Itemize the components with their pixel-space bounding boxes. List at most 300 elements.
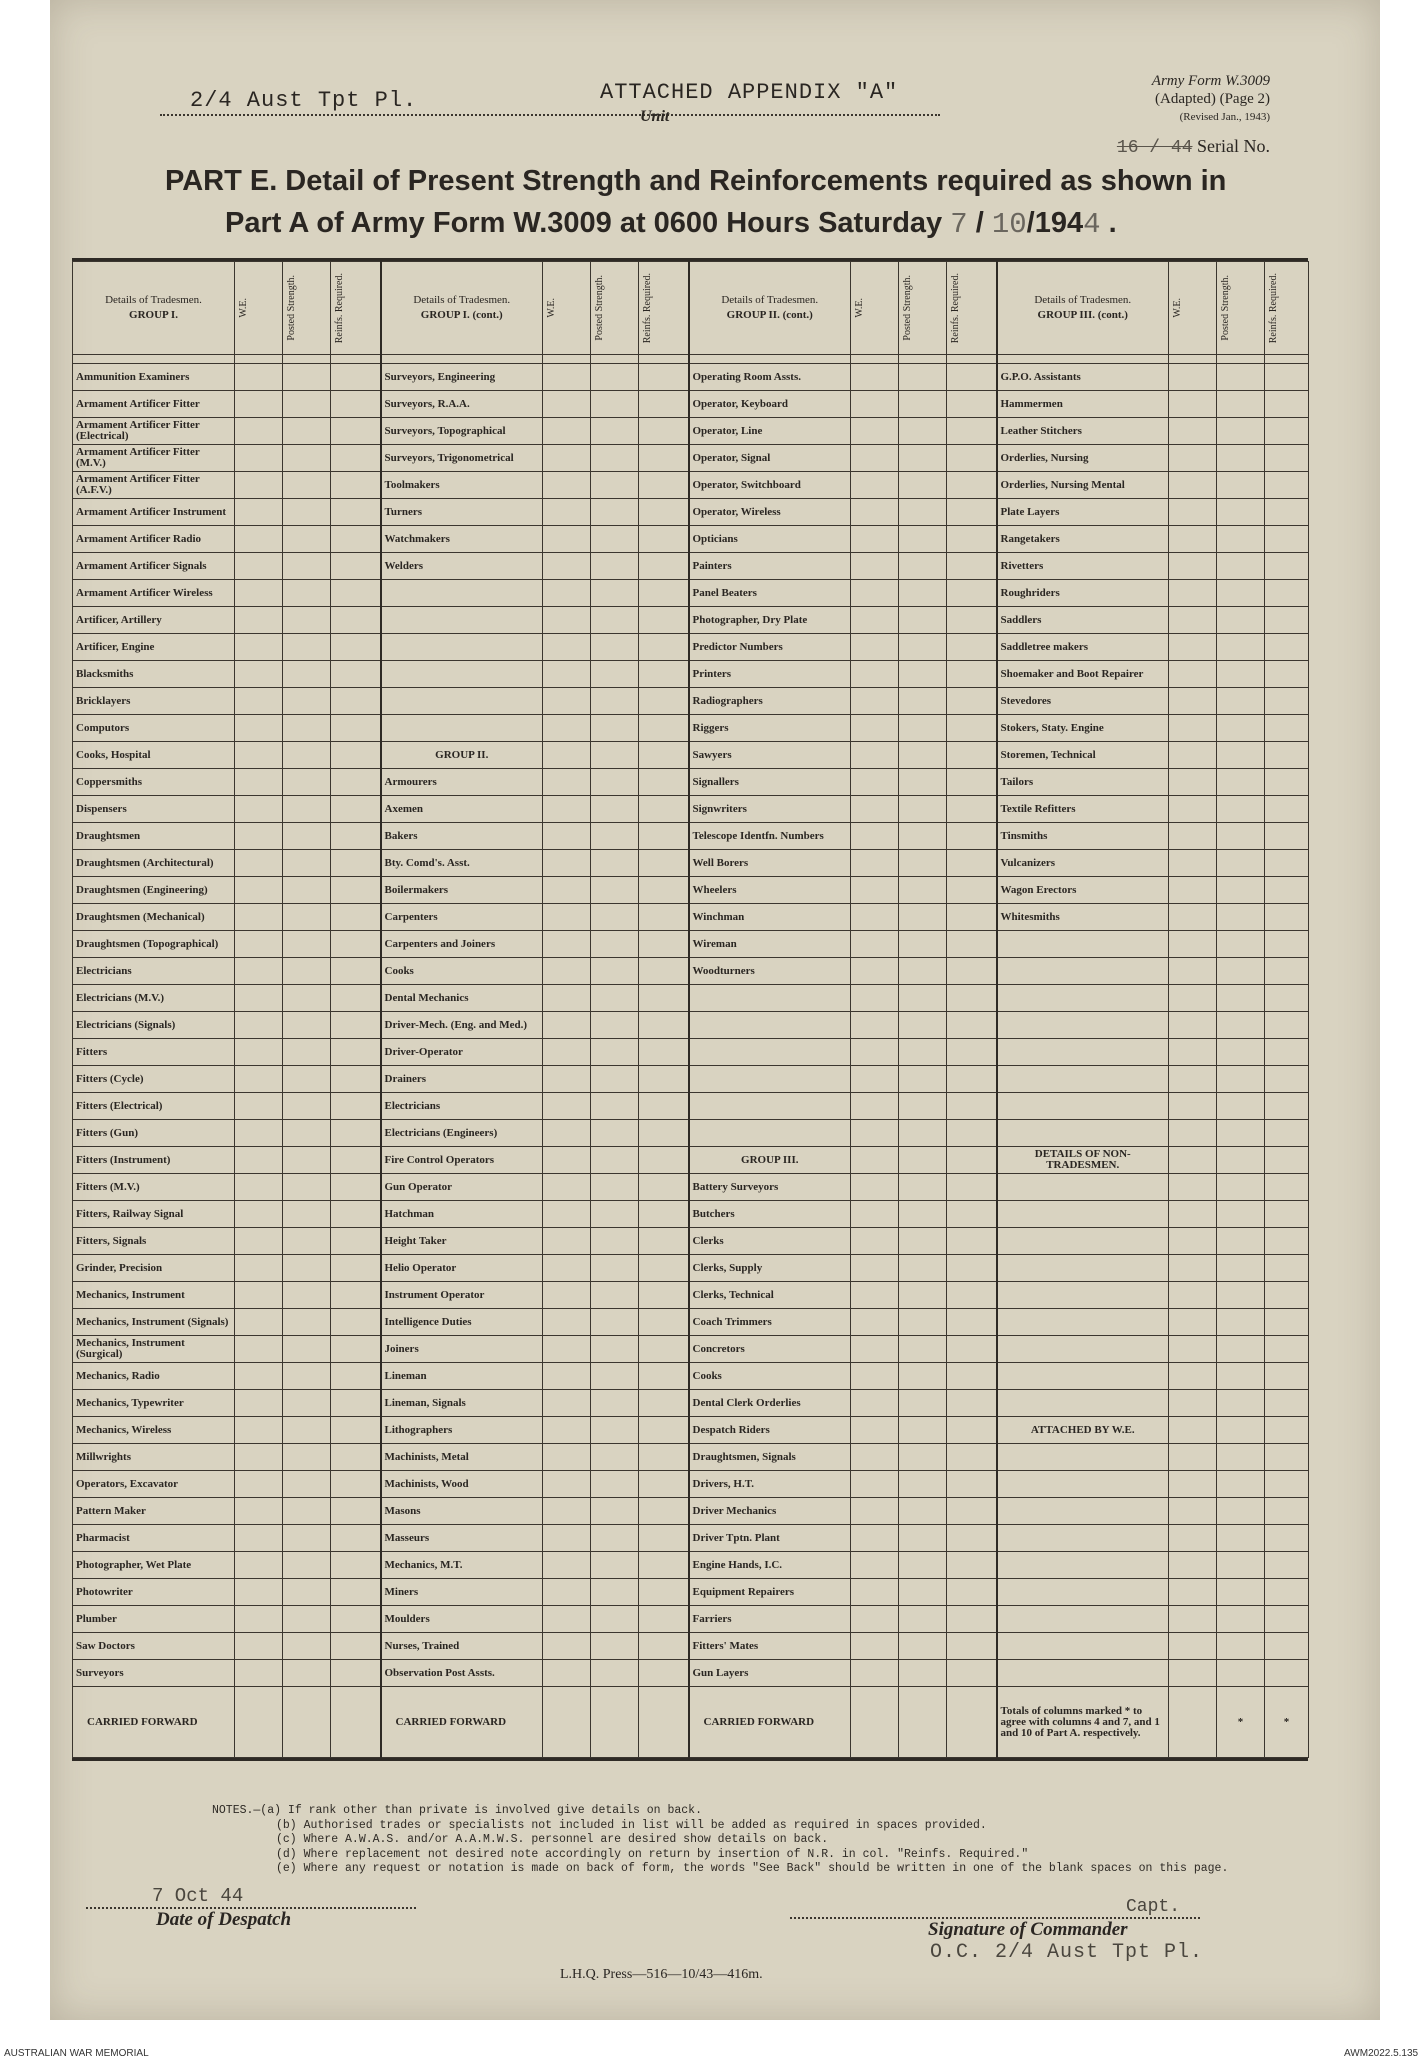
entry-cell[interactable] — [283, 1471, 331, 1498]
entry-cell[interactable] — [1169, 472, 1217, 499]
entry-cell[interactable] — [235, 499, 283, 526]
entry-cell[interactable] — [1265, 1201, 1309, 1228]
entry-cell[interactable] — [543, 391, 591, 418]
entry-cell[interactable] — [639, 1390, 689, 1417]
entry-cell[interactable] — [1169, 769, 1217, 796]
entry-cell[interactable] — [283, 1687, 331, 1758]
entry-cell[interactable] — [543, 1039, 591, 1066]
entry-cell[interactable] — [851, 1309, 899, 1336]
entry-cell[interactable] — [1169, 688, 1217, 715]
entry-cell[interactable] — [283, 877, 331, 904]
entry-cell[interactable] — [639, 1444, 689, 1471]
entry-cell[interactable] — [1169, 1039, 1217, 1066]
entry-cell[interactable] — [851, 1066, 899, 1093]
entry-cell[interactable] — [851, 1201, 899, 1228]
entry-cell[interactable] — [851, 688, 899, 715]
entry-cell[interactable] — [947, 1012, 997, 1039]
entry-cell[interactable] — [591, 1012, 639, 1039]
entry-cell[interactable] — [331, 1336, 381, 1363]
entry-cell[interactable] — [1265, 472, 1309, 499]
entry-cell[interactable] — [283, 1660, 331, 1687]
entry-cell[interactable] — [235, 715, 283, 742]
entry-cell[interactable] — [283, 1093, 331, 1120]
entry-cell[interactable] — [331, 1606, 381, 1633]
entry-cell[interactable] — [543, 877, 591, 904]
entry-cell[interactable] — [1265, 607, 1309, 634]
entry-cell[interactable] — [639, 1120, 689, 1147]
entry-cell[interactable] — [331, 472, 381, 499]
entry-cell[interactable] — [947, 823, 997, 850]
entry-cell[interactable] — [639, 904, 689, 931]
entry-cell[interactable] — [947, 1525, 997, 1552]
entry-cell[interactable] — [947, 1606, 997, 1633]
entry-cell[interactable] — [899, 1444, 947, 1471]
entry-cell[interactable] — [283, 1417, 331, 1444]
entry-cell[interactable] — [331, 1012, 381, 1039]
entry-cell[interactable] — [1217, 877, 1265, 904]
entry-cell[interactable] — [543, 580, 591, 607]
entry-cell[interactable] — [591, 850, 639, 877]
entry-cell[interactable] — [543, 553, 591, 580]
entry-cell[interactable] — [851, 1606, 899, 1633]
entry-cell[interactable] — [639, 823, 689, 850]
entry-cell[interactable] — [1265, 1255, 1309, 1282]
entry-cell[interactable] — [543, 418, 591, 445]
entry-cell[interactable] — [851, 499, 899, 526]
entry-cell[interactable] — [947, 877, 997, 904]
entry-cell[interactable] — [1217, 1417, 1265, 1444]
entry-cell[interactable] — [899, 1417, 947, 1444]
entry-cell[interactable] — [543, 958, 591, 985]
entry-cell[interactable] — [899, 1336, 947, 1363]
entry-cell[interactable] — [1265, 1471, 1309, 1498]
entry-cell[interactable] — [283, 1120, 331, 1147]
entry-cell[interactable] — [947, 1282, 997, 1309]
entry-cell[interactable] — [591, 1579, 639, 1606]
entry-cell[interactable] — [331, 1390, 381, 1417]
entry-cell[interactable] — [899, 391, 947, 418]
entry-cell[interactable] — [947, 1174, 997, 1201]
entry-cell[interactable] — [899, 1147, 947, 1174]
entry-cell[interactable] — [899, 1498, 947, 1525]
entry-cell[interactable] — [639, 1066, 689, 1093]
entry-cell[interactable] — [947, 931, 997, 958]
entry-cell[interactable] — [1217, 1444, 1265, 1471]
entry-cell[interactable] — [851, 1174, 899, 1201]
entry-cell[interactable] — [1265, 418, 1309, 445]
entry-cell[interactable] — [639, 607, 689, 634]
entry-cell[interactable] — [639, 1282, 689, 1309]
entry-cell[interactable] — [639, 877, 689, 904]
entry-cell[interactable] — [543, 715, 591, 742]
entry-cell[interactable] — [331, 1174, 381, 1201]
entry-cell[interactable] — [1265, 1336, 1309, 1363]
entry-cell[interactable] — [851, 445, 899, 472]
entry-cell[interactable] — [1265, 877, 1309, 904]
entry-cell[interactable] — [851, 1363, 899, 1390]
entry-cell[interactable] — [1265, 526, 1309, 553]
entry-cell[interactable] — [591, 1147, 639, 1174]
entry-cell[interactable] — [1169, 1174, 1217, 1201]
entry-cell[interactable] — [1217, 445, 1265, 472]
entry-cell[interactable] — [639, 1687, 689, 1758]
entry-cell[interactable] — [639, 1606, 689, 1633]
entry-cell[interactable] — [947, 1363, 997, 1390]
entry-cell[interactable] — [591, 1606, 639, 1633]
entry-cell[interactable] — [851, 1687, 899, 1758]
entry-cell[interactable] — [235, 1336, 283, 1363]
entry-cell[interactable] — [1265, 823, 1309, 850]
entry-cell[interactable] — [591, 1093, 639, 1120]
entry-cell[interactable] — [235, 661, 283, 688]
entry-cell[interactable] — [1265, 1039, 1309, 1066]
entry-cell[interactable] — [1265, 1066, 1309, 1093]
entry-cell[interactable] — [1169, 1606, 1217, 1633]
entry-cell[interactable] — [1217, 1309, 1265, 1336]
entry-cell[interactable] — [851, 985, 899, 1012]
entry-cell[interactable] — [639, 1039, 689, 1066]
entry-cell[interactable] — [1169, 823, 1217, 850]
entry-cell[interactable] — [591, 553, 639, 580]
entry-cell[interactable] — [235, 742, 283, 769]
entry-cell[interactable] — [591, 958, 639, 985]
entry-cell[interactable] — [639, 1660, 689, 1687]
entry-cell[interactable] — [543, 1093, 591, 1120]
entry-cell[interactable] — [899, 877, 947, 904]
entry-cell[interactable] — [235, 1471, 283, 1498]
entry-cell[interactable] — [331, 580, 381, 607]
entry-cell[interactable] — [543, 1633, 591, 1660]
entry-cell[interactable] — [947, 1066, 997, 1093]
entry-cell[interactable] — [591, 1255, 639, 1282]
entry-cell[interactable] — [851, 391, 899, 418]
entry-cell[interactable] — [899, 1039, 947, 1066]
entry-cell[interactable] — [543, 796, 591, 823]
entry-cell[interactable] — [283, 1228, 331, 1255]
entry-cell[interactable] — [235, 1633, 283, 1660]
entry-cell[interactable] — [283, 715, 331, 742]
entry-cell[interactable] — [283, 1282, 331, 1309]
entry-cell[interactable] — [899, 1201, 947, 1228]
entry-cell[interactable] — [1217, 1282, 1265, 1309]
entry-cell[interactable] — [1217, 1525, 1265, 1552]
entry-cell[interactable] — [1265, 1579, 1309, 1606]
entry-cell[interactable] — [235, 526, 283, 553]
entry-cell[interactable] — [899, 1363, 947, 1390]
entry-cell[interactable] — [543, 472, 591, 499]
entry-cell[interactable] — [639, 1336, 689, 1363]
entry-cell[interactable] — [543, 1687, 591, 1758]
entry-cell[interactable] — [591, 364, 639, 391]
entry-cell[interactable] — [947, 1255, 997, 1282]
entry-cell[interactable] — [899, 958, 947, 985]
entry-cell[interactable] — [899, 553, 947, 580]
entry-cell[interactable] — [543, 1066, 591, 1093]
entry-cell[interactable] — [1265, 661, 1309, 688]
entry-cell[interactable] — [235, 1093, 283, 1120]
entry-cell[interactable] — [235, 445, 283, 472]
entry-cell[interactable] — [1265, 931, 1309, 958]
entry-cell[interactable] — [1217, 1606, 1265, 1633]
entry-cell[interactable] — [283, 445, 331, 472]
entry-cell[interactable] — [1169, 958, 1217, 985]
entry-cell[interactable] — [639, 958, 689, 985]
entry-cell[interactable] — [851, 1039, 899, 1066]
entry-cell[interactable] — [543, 607, 591, 634]
entry-cell[interactable] — [1217, 553, 1265, 580]
entry-cell[interactable] — [283, 526, 331, 553]
entry-cell[interactable] — [591, 1498, 639, 1525]
entry-cell[interactable] — [283, 1552, 331, 1579]
entry-cell[interactable] — [899, 688, 947, 715]
entry-cell[interactable] — [639, 553, 689, 580]
entry-cell[interactable] — [591, 742, 639, 769]
entry-cell[interactable] — [1217, 661, 1265, 688]
entry-cell[interactable] — [1169, 391, 1217, 418]
entry-cell[interactable] — [591, 472, 639, 499]
entry-cell[interactable] — [899, 1255, 947, 1282]
entry-cell[interactable] — [283, 688, 331, 715]
entry-cell[interactable] — [235, 472, 283, 499]
entry-cell[interactable] — [543, 688, 591, 715]
entry-cell[interactable] — [1265, 1633, 1309, 1660]
entry-cell[interactable] — [899, 418, 947, 445]
entry-cell[interactable] — [1169, 931, 1217, 958]
entry-cell[interactable] — [1265, 1552, 1309, 1579]
entry-cell[interactable] — [851, 1633, 899, 1660]
entry-cell[interactable] — [235, 796, 283, 823]
entry-cell[interactable] — [331, 688, 381, 715]
entry-cell[interactable] — [1169, 1660, 1217, 1687]
entry-cell[interactable] — [639, 526, 689, 553]
entry-cell[interactable] — [283, 661, 331, 688]
entry-cell[interactable] — [235, 688, 283, 715]
entry-cell[interactable] — [543, 1174, 591, 1201]
entry-cell[interactable] — [851, 634, 899, 661]
entry-cell[interactable] — [1265, 1660, 1309, 1687]
entry-cell[interactable] — [331, 1525, 381, 1552]
entry-cell[interactable] — [235, 931, 283, 958]
entry-cell[interactable] — [1265, 1363, 1309, 1390]
entry-cell[interactable] — [639, 1498, 689, 1525]
entry-cell[interactable] — [639, 580, 689, 607]
entry-cell[interactable] — [331, 769, 381, 796]
entry-cell[interactable] — [591, 1309, 639, 1336]
entry-cell[interactable] — [1169, 1687, 1217, 1758]
entry-cell[interactable] — [639, 1174, 689, 1201]
entry-cell[interactable] — [235, 1066, 283, 1093]
entry-cell[interactable] — [899, 904, 947, 931]
entry-cell[interactable] — [591, 580, 639, 607]
entry-cell[interactable] — [1169, 1120, 1217, 1147]
entry-cell[interactable] — [235, 850, 283, 877]
entry-cell[interactable] — [543, 1552, 591, 1579]
entry-cell[interactable] — [591, 634, 639, 661]
entry-cell[interactable] — [235, 769, 283, 796]
entry-cell[interactable] — [283, 1606, 331, 1633]
entry-cell[interactable] — [331, 526, 381, 553]
entry-cell[interactable] — [1217, 1147, 1265, 1174]
entry-cell[interactable] — [331, 1228, 381, 1255]
entry-cell[interactable] — [899, 1390, 947, 1417]
entry-cell[interactable] — [899, 1606, 947, 1633]
entry-cell[interactable] — [235, 1363, 283, 1390]
entry-cell[interactable] — [235, 1390, 283, 1417]
entry-cell[interactable] — [543, 1120, 591, 1147]
entry-cell[interactable] — [899, 796, 947, 823]
entry-cell[interactable] — [947, 1039, 997, 1066]
entry-cell[interactable] — [947, 1471, 997, 1498]
entry-cell[interactable] — [899, 661, 947, 688]
entry-cell[interactable] — [1169, 364, 1217, 391]
entry-cell[interactable] — [947, 661, 997, 688]
entry-cell[interactable] — [1217, 418, 1265, 445]
entry-cell[interactable] — [899, 1309, 947, 1336]
entry-cell[interactable] — [851, 526, 899, 553]
entry-cell[interactable] — [1169, 985, 1217, 1012]
entry-cell[interactable] — [851, 1336, 899, 1363]
entry-cell[interactable] — [899, 1579, 947, 1606]
entry-cell[interactable] — [543, 769, 591, 796]
entry-cell[interactable] — [283, 1309, 331, 1336]
entry-cell[interactable] — [283, 607, 331, 634]
entry-cell[interactable] — [235, 1282, 283, 1309]
entry-cell[interactable] — [851, 472, 899, 499]
entry-cell[interactable] — [235, 1201, 283, 1228]
entry-cell[interactable] — [1217, 1228, 1265, 1255]
entry-cell[interactable] — [331, 931, 381, 958]
entry-cell[interactable] — [947, 985, 997, 1012]
entry-cell[interactable] — [543, 1201, 591, 1228]
entry-cell[interactable] — [899, 823, 947, 850]
entry-cell[interactable] — [591, 1660, 639, 1687]
entry-cell[interactable] — [899, 1066, 947, 1093]
entry-cell[interactable] — [331, 1093, 381, 1120]
entry-cell[interactable] — [899, 1282, 947, 1309]
entry-cell[interactable] — [331, 1687, 381, 1758]
entry-cell[interactable] — [1265, 958, 1309, 985]
entry-cell[interactable] — [283, 472, 331, 499]
entry-cell[interactable] — [639, 634, 689, 661]
entry-cell[interactable] — [851, 877, 899, 904]
entry-cell[interactable] — [331, 1282, 381, 1309]
entry-cell[interactable] — [591, 1039, 639, 1066]
entry-cell[interactable] — [947, 1498, 997, 1525]
entry-cell[interactable] — [1169, 1201, 1217, 1228]
entry-cell[interactable] — [235, 1417, 283, 1444]
entry-cell[interactable] — [899, 472, 947, 499]
entry-cell[interactable] — [235, 1174, 283, 1201]
entry-cell[interactable] — [1217, 904, 1265, 931]
entry-cell[interactable] — [543, 1417, 591, 1444]
entry-cell[interactable] — [639, 1228, 689, 1255]
entry-cell[interactable] — [639, 1525, 689, 1552]
entry-cell[interactable] — [1169, 1579, 1217, 1606]
entry-cell[interactable] — [1169, 715, 1217, 742]
entry-cell[interactable] — [283, 553, 331, 580]
entry-cell[interactable] — [1169, 1228, 1217, 1255]
entry-cell[interactable] — [947, 391, 997, 418]
entry-cell[interactable] — [851, 1471, 899, 1498]
entry-cell[interactable] — [899, 445, 947, 472]
entry-cell[interactable] — [1169, 1066, 1217, 1093]
entry-cell[interactable] — [543, 904, 591, 931]
entry-cell[interactable] — [1265, 1498, 1309, 1525]
entry-cell[interactable] — [639, 1552, 689, 1579]
entry-cell[interactable] — [899, 1093, 947, 1120]
entry-cell[interactable] — [543, 1606, 591, 1633]
entry-cell[interactable] — [639, 418, 689, 445]
entry-cell[interactable] — [947, 1201, 997, 1228]
entry-cell[interactable] — [1169, 742, 1217, 769]
entry-cell[interactable] — [1169, 1012, 1217, 1039]
entry-cell[interactable] — [235, 823, 283, 850]
entry-cell[interactable] — [947, 1093, 997, 1120]
entry-cell[interactable] — [331, 742, 381, 769]
entry-cell[interactable] — [851, 958, 899, 985]
entry-cell[interactable] — [543, 1444, 591, 1471]
entry-cell[interactable] — [1217, 364, 1265, 391]
entry-cell[interactable] — [235, 1039, 283, 1066]
entry-cell[interactable] — [331, 1471, 381, 1498]
entry-cell[interactable] — [235, 1444, 283, 1471]
entry-cell[interactable] — [1265, 688, 1309, 715]
entry-cell[interactable] — [1217, 1660, 1265, 1687]
entry-cell[interactable] — [283, 1147, 331, 1174]
entry-cell[interactable] — [543, 742, 591, 769]
entry-cell[interactable] — [591, 1228, 639, 1255]
entry-cell[interactable] — [639, 1309, 689, 1336]
entry-cell[interactable] — [1265, 553, 1309, 580]
entry-cell[interactable] — [1265, 445, 1309, 472]
entry-cell[interactable] — [1265, 1444, 1309, 1471]
entry-cell[interactable] — [331, 1363, 381, 1390]
entry-cell[interactable] — [851, 1417, 899, 1444]
entry-cell[interactable] — [1169, 1444, 1217, 1471]
entry-cell[interactable] — [639, 1012, 689, 1039]
entry-cell[interactable] — [639, 391, 689, 418]
entry-cell[interactable] — [947, 526, 997, 553]
entry-cell[interactable] — [947, 904, 997, 931]
entry-cell[interactable] — [851, 1282, 899, 1309]
entry-cell[interactable] — [947, 769, 997, 796]
entry-cell[interactable] — [1217, 1093, 1265, 1120]
entry-cell[interactable] — [1217, 472, 1265, 499]
entry-cell[interactable] — [947, 688, 997, 715]
entry-cell[interactable] — [1217, 1390, 1265, 1417]
entry-cell[interactable] — [591, 904, 639, 931]
entry-cell[interactable] — [1169, 877, 1217, 904]
entry-cell[interactable] — [639, 1147, 689, 1174]
entry-cell[interactable] — [1217, 1363, 1265, 1390]
entry-cell[interactable] — [1169, 1255, 1217, 1282]
entry-cell[interactable] — [1169, 607, 1217, 634]
entry-cell[interactable] — [639, 715, 689, 742]
entry-cell[interactable] — [851, 1228, 899, 1255]
entry-cell[interactable] — [1169, 661, 1217, 688]
entry-cell[interactable] — [235, 1498, 283, 1525]
entry-cell[interactable] — [283, 364, 331, 391]
entry-cell[interactable] — [639, 364, 689, 391]
entry-cell[interactable] — [591, 1390, 639, 1417]
entry-cell[interactable] — [1265, 1228, 1309, 1255]
entry-cell[interactable] — [947, 553, 997, 580]
entry-cell[interactable] — [235, 958, 283, 985]
entry-cell[interactable] — [1265, 796, 1309, 823]
entry-cell[interactable] — [1217, 931, 1265, 958]
entry-cell[interactable] — [235, 877, 283, 904]
entry-cell[interactable] — [1265, 850, 1309, 877]
